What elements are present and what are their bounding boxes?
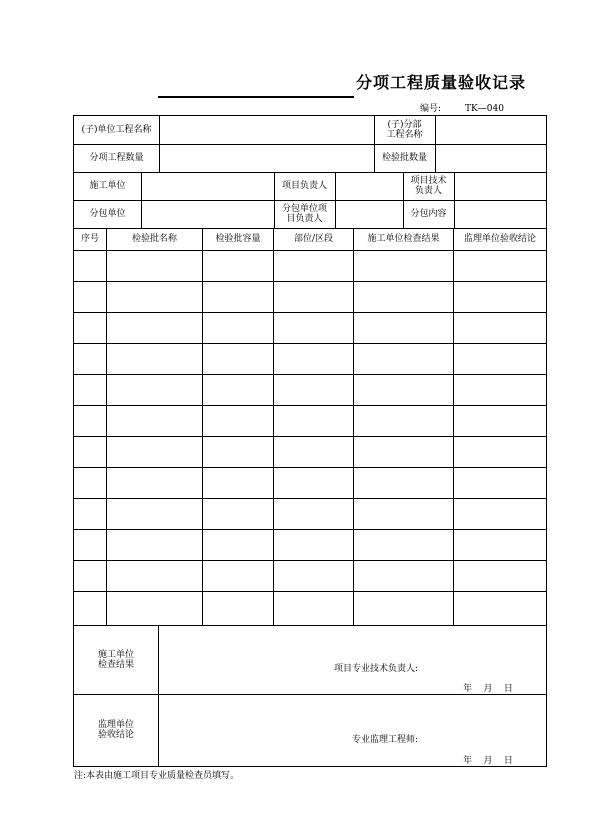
rule [353,228,354,625]
item-quantity-label: 分项工程数量 [89,153,144,163]
sub-manager-value[interactable] [336,200,403,228]
supervision-signer: 专业监理工程师: [352,735,419,745]
sub-content-label: 分包内容 [410,209,447,219]
rule [74,436,546,437]
header-construction-result: 施工单位检查结果 [367,234,440,244]
rule [74,281,546,282]
rule [106,228,107,625]
form-number-label: 编号: [420,104,442,114]
rule [202,228,203,625]
subdivision-name-value[interactable] [436,116,546,144]
subcontractor-value[interactable] [142,200,274,228]
construction-date: 年 月 日 [463,684,513,694]
construction-unit-label: 施工单位 [89,181,126,191]
form-frame [73,115,547,767]
supervision-conclusion-label: 监理单位 验收结论 [97,720,134,740]
subunit-name-value[interactable] [160,116,374,144]
rule [74,250,546,251]
rule [74,343,546,344]
header-location: 部位/区段 [293,234,334,244]
header-lot-name: 检验批名称 [131,234,177,244]
construction-signer: 项目专业技术负责人: [334,664,419,674]
project-manager-label: 项目负责人 [281,181,327,191]
tech-manager-label: 项目技术 负责人 [410,176,447,196]
project-manager-value[interactable] [336,172,403,200]
rule [273,228,274,625]
subdivision-name-label: (子)分部 工程名称 [386,120,423,140]
subcontractor-label: 分包单位 [89,209,126,219]
footnote: 注:本表由施工项目专业质量检查员填写。 [74,771,240,781]
subunit-name-label: (子)单位工程名称 [81,125,152,135]
rule [453,228,454,625]
lot-quantity-value[interactable] [436,144,546,172]
rule [74,467,546,468]
title-underline [158,96,354,98]
sub-manager-label: 分包单位项 目负责人 [281,204,327,224]
header-supervision-conclusion: 监理单位验收结论 [463,234,536,244]
rule [74,591,546,592]
rule [74,560,546,561]
form-number [420,101,504,114]
rule [158,625,159,766]
rule [74,529,546,530]
form-title: 分项工程质量验收记录 [356,73,527,92]
construction-check-label: 施工单位 检查结果 [97,649,134,670]
rule [74,498,546,499]
rule [74,312,546,313]
rule [74,405,546,406]
construction-unit-value[interactable] [142,172,274,200]
supervision-date: 年 月 日 [463,756,513,766]
header-lot-capacity: 检验批容量 [215,234,261,244]
form-number-value: TK—040 [465,104,504,114]
rule [74,374,546,375]
tech-manager-value[interactable] [455,172,546,200]
header-seq: 序号 [80,234,99,244]
sub-content-value[interactable] [455,200,546,228]
item-quantity-value[interactable] [160,144,374,172]
lot-quantity-label: 检验批数量 [381,153,427,163]
